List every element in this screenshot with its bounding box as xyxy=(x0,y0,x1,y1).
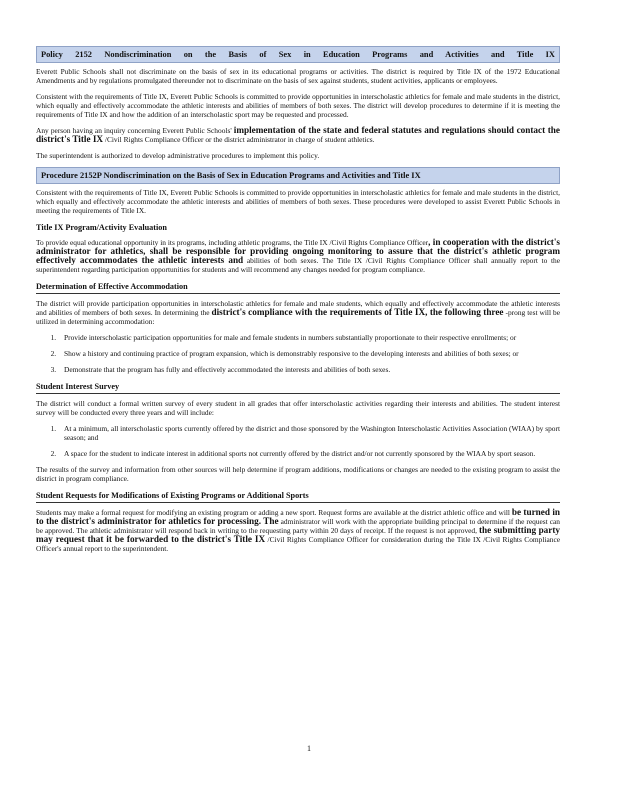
determination-paragraph xyxy=(36,299,560,326)
survey-results: The results of the survey and information from other sources will help determine if program additions, modifications or changes are needed to the existing program to assist the district in program compliance. xyxy=(36,465,560,483)
policy-superintendent-paragraph: The superintendent is authorized to develop administrative procedures to implement this policy. xyxy=(36,151,320,160)
contact-text-start: Any person having an inquiry concerning Everett Public Schools' xyxy=(36,126,234,135)
policy-paragraph-2: Consistent with the requirements of Title IX, Everett Public Schools is committed to provide opportunities in interscholastic athletics for female and male students in the district, which equally and effectively accommodate the athletic interests and abilities of members of both sexes. The district will develop procedures to determine if it is meeting the requirements of Title IX and how the addition of an interscholastic sport may be requested and processed. xyxy=(36,92,560,119)
page-number: 1 xyxy=(307,744,311,753)
contact-text-emphasis: implementation of the state and federal statutes and regulations should contact the district's Title IX xyxy=(36,125,560,144)
evaluation-text-end: abilities of both sexes. The Title IX /Civil Rights Compliance Officer shall annually report to the superintendent regarding participation opportunities for students and will recommend any changes needed for program compliance. xyxy=(36,256,560,274)
requests-text-end: /Civil Rights Compliance Officer for consideration during the Title IX /Civil Rights Compliance Officer's annual report to the superintendent. xyxy=(36,535,561,553)
procedure-banner: Procedure 2152P Nondiscrimination on the Basis of Sex in Education Programs and Activities and Title IX xyxy=(36,167,560,184)
policy-banner: Policy 2152 Nondiscrimination on the Basis of Sex in Education Programs and Activities and Title IX xyxy=(36,46,560,63)
determination-heading: Determination of Effective Accommodation xyxy=(36,282,560,294)
evaluation-text-emphasis: , in cooperation with the district's administrator for athletics, shall be responsible for providing ongoing monitoring to assure that the district's athletic program effectively accommodates the athletic interests and xyxy=(36,237,560,265)
evaluation-text-start: To provide equal educational opportunity in its programs, including athletic programs, the Title IX /Civil Rights Compliance Officer xyxy=(36,238,429,247)
policy-paragraph-1: Everett Public Schools shall not discriminate on the basis of sex in its educational programs or activities. The district is required by Title IX of the 1972 Educational Amendments and by regulations promulgated thereunder not to discriminate on the basis of sex against students, student activities, applicants or employees. xyxy=(36,67,560,85)
survey-intro: The district will conduct a formal written survey of every student in all grades that offer interscholastic activities regarding their interests and abilities. The student interest survey will be conducted every three years and will include: xyxy=(36,399,560,417)
determination-list xyxy=(36,333,560,374)
list-item: 2. A space for the student to indicate interest in additional sports not currently offered by the district and/or not currently sponsored by the WIAA by sport season. xyxy=(58,449,560,458)
requests-text-middle: administrator will work with the appropriate building principal to determine if the request can be approved. The athletic administrator will respond back in writing to the requesting party within 20 days of receipt. If the request is not approved, xyxy=(36,517,561,535)
list-item: 2. Show a history and continuing practice of program expansion, which is demonstrably responsive to the developing interests and abilities of both sexes; or xyxy=(58,349,560,358)
requests-heading: Student Requests for Modifications of Existing Programs or Additional Sports xyxy=(36,491,560,503)
requests-text-start: Students may make a formal request for modifying an existing program or adding a new sport. Request forms are available at the district athletic office and will xyxy=(36,508,512,517)
evaluation-paragraph xyxy=(36,238,560,274)
requests-paragraph xyxy=(36,508,560,553)
determination-text-start: The district will provide participation opportunities in interscholastic athletics for female and male students, which equally and effectively accommodate the athletic interests and abilities of members of both sexes. In determining the xyxy=(36,299,560,317)
list-item: 1. At a minimum, all interscholastic sports currently offered by the district and those sponsored by the Washington Interscholastic Activities Association (WIAA) by sport season; and xyxy=(58,424,560,442)
determination-text-end: -prong test will be utilized in determining accommodation: xyxy=(36,308,560,326)
requests-text-emphasis-2: the submitting party may request that it be forwarded to the district's Title IX xyxy=(36,525,560,544)
survey-list xyxy=(36,424,560,458)
evaluation-heading: Title IX Program/Activity Evaluation xyxy=(36,223,167,232)
list-item: 1. Provide interscholastic participation opportunities for male and female students in numbers substantially proportionate to their respective enrollments; or xyxy=(58,333,560,342)
determination-text-emphasis: district's compliance with the requirements of Title IX, the following three xyxy=(211,307,504,317)
contact-text-end: /Civil Rights Compliance Officer or the district administrator in charge of student athletics. xyxy=(103,135,375,144)
survey-heading: Student Interest Survey xyxy=(36,382,560,394)
procedure-intro: Consistent with the requirements of Title IX, Everett Public Schools is committed to provide opportunities in interscholastic athletics for female and male students in the district, which equally and effectively accommodate the athletic interests and abilities of members of both sexes. These procedures were developed to assist Everett Public Schools in meeting the requirements of Title IX. xyxy=(36,188,560,215)
list-item: 3. Demonstrate that the program has fully and effectively accommodated the interests and abilities of both sexes. xyxy=(58,365,560,374)
requests-text-emphasis-1: be turned in to the district's administrator for athletics for processing. The xyxy=(36,507,560,526)
policy-contact-paragraph xyxy=(36,126,560,144)
